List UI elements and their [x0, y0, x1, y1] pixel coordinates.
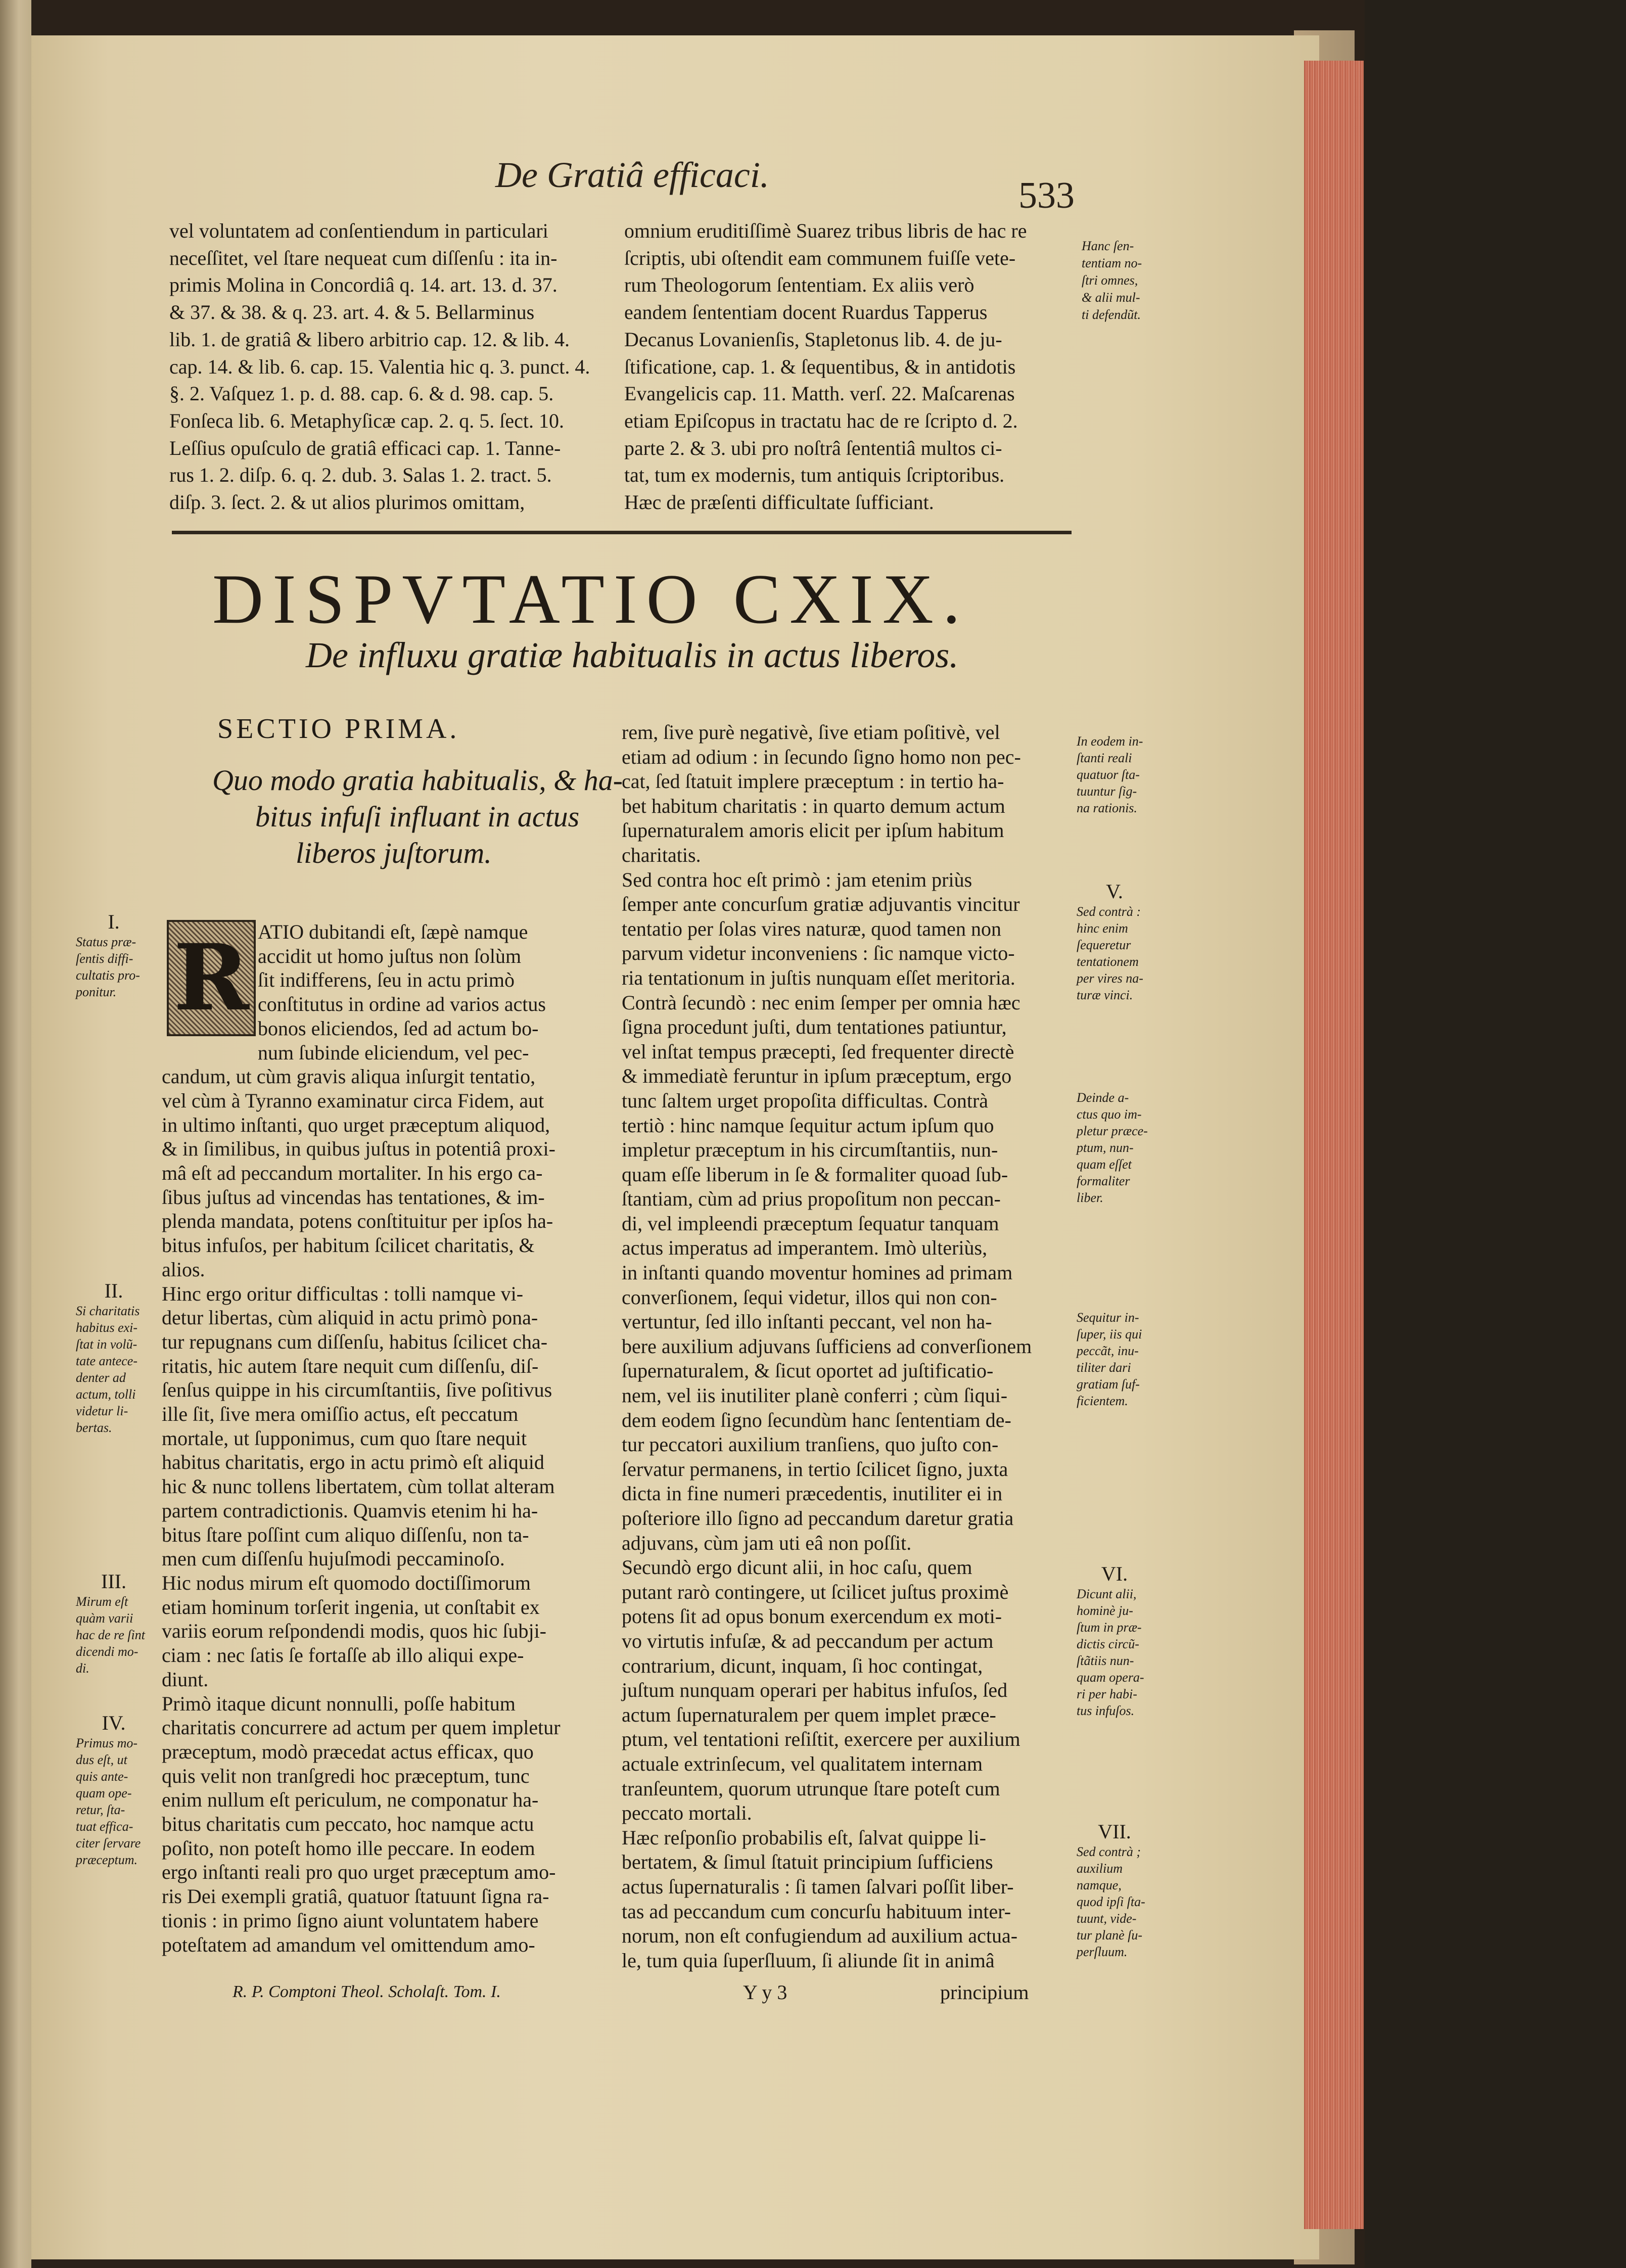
text-line: Contrà ſecundò : nec enim ſemper per omnia hæc [622, 991, 1020, 1014]
margin-note-line: retur, ſta- [76, 1802, 125, 1817]
sectio-heading: SECTIO PRIMA. [217, 713, 460, 745]
text-line: habitus charitatis, ergo in actu primò eſt aliquid [162, 1451, 544, 1474]
text-line: Leſſius opuſculo de gratiâ efficaci cap. 1. Tanne- [169, 436, 561, 459]
margin-note-line: dicendi mo- [76, 1644, 138, 1659]
text-line: parvum videtur inconveniens : ſic namque victo- [622, 942, 1015, 965]
margin-note-line: Deinde a- [1077, 1090, 1129, 1105]
text-line: mortale, ut ſupponimus, cum quo ſtare nequit [162, 1426, 527, 1450]
marginal-note [1077, 1562, 1152, 1719]
margin-note-line: tus infuſos. [1077, 1703, 1135, 1718]
margin-note-line: Mirum eſt [76, 1594, 128, 1609]
text-line: conſtitutus in ordine ad varios actus [258, 993, 546, 1016]
margin-note-line: cultatis pro- [76, 968, 140, 983]
margin-note-line: ſtum in præ- [1077, 1620, 1142, 1635]
text-line: putant rarò contingere, ut ſcilicet juſtus proximè [622, 1580, 1009, 1603]
margin-number: II. [104, 1279, 123, 1302]
text-line: ſervatur permanens, in tertio ſcilicet ſigno, juxta [622, 1457, 1008, 1480]
text-line: bertatem, & ſimul ſtatuit principium ſufficiens [622, 1850, 993, 1874]
text-line: bonos eliciendos, ſed ad actum bo- [258, 1016, 539, 1040]
margin-note-line: videtur li- [76, 1404, 128, 1418]
margin-note-line: Si charitatis [76, 1304, 140, 1318]
text-line: eandem ſententiam docent Ruardus Tapperus [624, 301, 988, 324]
text-line: actuale extrinſecum, vel qualitatem internam [622, 1752, 983, 1775]
text-line: charitatis. [622, 843, 701, 866]
disputatio-title: DISPVTATIO CXIX. [212, 560, 969, 638]
text-line: tentatio per ſolas vires naturæ, quod tamen non [622, 917, 1001, 940]
text-line: lib. 1. de gratiâ & libero arbitrio cap. 12. & lib. 4. [169, 328, 570, 351]
margin-note-line: gratiam ſuf- [1077, 1377, 1140, 1392]
text-line: vel inſtat tempus præcepti, ſed frequenter directè [622, 1040, 1014, 1063]
text-line: Secundò ergo dicunt alii, in hoc caſu, quem [622, 1556, 972, 1579]
margin-number: VI. [1101, 1562, 1128, 1585]
disputatio-subtitle: De influxu gratiæ habitualis in actus liberos. [306, 635, 959, 675]
text-line: Hic nodus mirum eſt quomodo doctiſſimorum [162, 1571, 531, 1594]
text-line: tunc ſaltem urget propoſita difficultas. Contrà [622, 1089, 989, 1112]
margin-note-line: ri per habi- [1077, 1687, 1137, 1701]
margin-note-line: Sed contrà : [1077, 904, 1141, 919]
text-line: bitus ſtare poſſint cum aliquo diſſenſu, non ta- [162, 1523, 529, 1546]
margin-note-line: ti defendũt. [1082, 307, 1141, 322]
margin-note-line: quis ante- [76, 1769, 128, 1784]
top-margin-note [1082, 238, 1142, 323]
marginal-note [76, 1279, 152, 1436]
margin-note-line: ſtat in volũ- [76, 1337, 137, 1352]
margin-note-line: tentationem [1077, 954, 1139, 969]
margin-note-line: habitus exi- [76, 1320, 138, 1335]
margin-number: I. [108, 910, 120, 933]
margin-note-line: ptum, nun- [1077, 1140, 1134, 1155]
text-line: mâ eſt ad peccandum mortaliter. In his ergo ca- [162, 1162, 543, 1185]
decorated-initial [167, 920, 256, 1036]
text-line: ſibus juſtus ad vincendas has tentationes, & im- [162, 1185, 545, 1209]
marginal-note [1077, 1820, 1152, 1960]
margin-note-line: hinc enim [1077, 921, 1128, 936]
margin-note-line: na rationis. [1077, 801, 1137, 815]
text-line: ris Dei exempli gratiâ, quatuor ſtatuunt ſigna ra- [162, 1885, 549, 1908]
margin-note-line: dus eſt, ut [76, 1752, 127, 1767]
text-line: dicta in fine numeri præcedentis, inutiliter ei in [622, 1482, 1003, 1505]
margin-note-line: bertas. [76, 1420, 112, 1435]
text-line: num ſubinde eliciendum, vel pec- [258, 1041, 529, 1064]
margin-note-line: denter ad [76, 1370, 126, 1385]
text-line: Primò itaque dicunt nonnulli, poſſe habitum [162, 1692, 516, 1715]
top-column-right [624, 217, 1027, 516]
text-line: rem, ſive purè negativè, ſive etiam poſitivè, vel [622, 721, 1000, 744]
margin-note-line: quam opera- [1077, 1670, 1144, 1685]
margin-note-line: ſtãtiis nun- [1077, 1653, 1134, 1668]
text-line: & 37. & 38. & q. 23. art. 4. & 5. Bellarminus [169, 301, 535, 324]
text-line: tertiò : hinc namque ſequitur actum ipſum quo [622, 1114, 994, 1137]
text-line: in ultimo inſtanti, quo urget præceptum aliquod, [162, 1113, 550, 1136]
text-line: Hinc ergo oritur difficultas : tolli namque vi- [162, 1282, 524, 1305]
text-line: ſemper ante concurſum gratiæ adjuvantis vincitur [622, 893, 1020, 916]
text-line: etiam hominum torſerit ingenia, ut conſtabit ex [162, 1595, 540, 1618]
marginal-note [1077, 733, 1143, 816]
margin-note-line: & alii mul- [1082, 290, 1140, 305]
margin-note-line: In eodem in- [1077, 734, 1143, 749]
text-line: bitus charitatis cum peccato, hoc namque actu [162, 1813, 534, 1836]
top-column-left [169, 217, 590, 516]
margin-note-line: Dicunt alii, [1077, 1587, 1137, 1601]
body-column-right [622, 720, 1077, 1973]
text-line: omnium eruditiſſimè Suarez tribus libris de hac re [624, 219, 1027, 242]
text-line: plenda mandata, potens conſtituitur per ipſos ha- [162, 1210, 553, 1233]
left-page-edge [0, 0, 31, 2268]
margin-note-line: quàm varii [76, 1611, 133, 1626]
margin-note-line: præceptum. [76, 1853, 138, 1867]
text-line: vel voluntatem ad conſentiendum in particulari [169, 219, 548, 242]
text-line: ria tentationum in juſtis nunquam eſſet meritoria. [622, 966, 1015, 989]
text-line: parte 2. & 3. ubi pro noſtrâ ſententiâ multos ci- [624, 436, 1002, 459]
margin-note-line: ſtri omnes, [1082, 273, 1138, 288]
catchword: principium [940, 1981, 1029, 2004]
margin-note-line: Sequitur in- [1077, 1310, 1139, 1325]
text-line: tat, tum ex modernis, tum antiquis ſcriptoribus. [624, 464, 1005, 487]
margin-note-line: dictis circũ- [1077, 1637, 1139, 1651]
text-line: Fonſeca lib. 6. Metaphyſicæ cap. 2. q. 5. ſect. 10. [169, 409, 564, 432]
text-line: Evangelicis cap. 11. Matth. verſ. 22. Maſcarenas [624, 382, 1015, 405]
text-line: ſupernaturalem, & ſicut oportet ad juſtificatio- [622, 1359, 994, 1382]
text-line: bere auxilium adjuvans ſufficiens ad converſionem [622, 1334, 1032, 1358]
margin-note-line: actum, tolli [76, 1387, 136, 1402]
marginal-note [76, 910, 152, 1000]
text-line: men cum diſſenſu hujuſmodi peccaminoſo. [162, 1547, 505, 1570]
text-line: contrarium, dicunt, inquam, ſi hoc contingat, [622, 1654, 983, 1677]
margin-note-line: per vires na- [1077, 971, 1143, 986]
margin-note-line: formaliter [1077, 1174, 1130, 1188]
text-line: Hæc reſponſio probabilis eſt, ſalvat quippe li- [622, 1826, 986, 1849]
margin-note-line: turæ vinci. [1077, 988, 1133, 1002]
margin-note-line: ctus quo im- [1077, 1107, 1142, 1122]
text-line: diſp. 3. ſect. 2. & ut alios plurimos omittam, [169, 491, 525, 514]
margin-note-line: ſequeretur [1077, 938, 1131, 952]
margin-number: IV. [102, 1711, 126, 1734]
text-line: adjuvans, cùm jam uti eâ non poſſit. [622, 1531, 912, 1554]
marginal-note [1077, 880, 1152, 1003]
page-number: 533 [1018, 175, 1075, 216]
margin-note-line: ponitur. [76, 985, 117, 999]
text-line: enim nullum eſt periculum, ne componatur ha- [162, 1788, 539, 1812]
text-line: ille ſit, ſive mera omiſſio actus, eſt peccatum [162, 1403, 519, 1426]
text-line: Hæc de præſenti difficultate ſufficiant. [624, 491, 934, 514]
text-line: partem contradictionis. Quamvis etenim hi ha- [162, 1499, 538, 1522]
text-line: & in ſimilibus, in quibus juſtus in potentiâ proxi- [162, 1137, 555, 1161]
margin-note-line: quatuor ſta- [1077, 767, 1140, 782]
text-line: converſionem, ſequi videtur, illos qui non con- [622, 1285, 997, 1309]
text-line: dem eodem ſigno ſecundùm hanc ſententiam de- [622, 1408, 1011, 1431]
text-line: le, tum quia ſuperſluum, ſi aliunde ſit in animâ [622, 1949, 995, 1972]
margin-note-line: ſentis diffi- [76, 951, 133, 966]
margin-note-line: quod ipſi ſta- [1077, 1894, 1145, 1909]
text-line: rus 1. 2. diſp. 6. q. 2. dub. 3. Salas 1. 2. tract. 5. [169, 464, 552, 487]
margin-note-line: hominè ju- [1077, 1603, 1133, 1618]
text-line: tionis : in primo ſigno aiunt voluntatem habere [162, 1909, 539, 1932]
text-line: accidit ut homo juſtus non ſolùm [258, 944, 522, 967]
text-line: poſteriore illo ſigno ad peccandum daretur gratia [622, 1507, 1014, 1530]
text-line: tur repugnans cum diſſenſu, habitus ſcilicet cha- [162, 1330, 548, 1353]
body-column-left [162, 920, 586, 1957]
section-rule [172, 531, 1072, 534]
text-line: candum, ut cùm gravis aliqua inſurgit tentatio, [162, 1065, 536, 1088]
margin-note-line: peccãt, inu- [1077, 1344, 1139, 1358]
text-line: ſit indifferens, ſeu in actu primò [258, 968, 515, 992]
sectio-question-line: bitus infuſi influant in actus [255, 800, 580, 833]
text-line: di, vel impleendi præceptum ſequatur tanquam [622, 1212, 999, 1235]
signature-line: R. P. Comptoni Theol. Scholaſt. Tom. I. [233, 1982, 501, 2001]
text-line: quam eſſe liberum in ſe & formaliter quoad ſub- [622, 1163, 1008, 1186]
margin-note-line: citer ſervare [76, 1836, 141, 1850]
sectio-question-line: Quo modo gratia habitualis, & ha- [212, 764, 623, 797]
text-line: etiam ad odium : in ſecundo ſigno homo non pec- [622, 745, 1021, 768]
margin-note-line: di. [76, 1661, 89, 1676]
margin-note-line: Primus mo- [76, 1736, 138, 1750]
text-line: §. 2. Vaſquez 1. p. d. 88. cap. 6. & d. 98. cap. 5. [169, 382, 554, 405]
text-line: poteſtatem ad amandum vel omittendum amo- [162, 1933, 535, 1956]
text-line: nem, vel iis inutiliter planè conferri ; cùm ſiqui- [622, 1384, 1008, 1407]
text-line: tranſeuntem, quorum utrunque ſtare poteſt cum [622, 1777, 1000, 1800]
margin-note-line: quam ope- [76, 1786, 132, 1800]
text-line: poſito, non poteſt homo ille peccare. In eodem [162, 1836, 535, 1860]
text-line: bet habitum charitatis : in quarto demum actum [622, 794, 1005, 817]
text-line: ſenſus quippe in his circumſtantiis, ſive poſitivus [162, 1378, 552, 1402]
text-line: vel cùm à Tyranno examinatur circa Fidem, aut [162, 1089, 544, 1112]
marginal-note [76, 1711, 152, 1868]
margin-note-line: ſuper, iis qui [1077, 1327, 1142, 1341]
text-line: & immediatè feruntur in ipſum præceptum, ergo [622, 1064, 1012, 1088]
marginal-note [1077, 1309, 1142, 1409]
margin-note-line: hac de re ſint [76, 1628, 145, 1642]
text-line: tas ad peccandum cum concurſu habituum inter- [622, 1900, 1011, 1923]
background-right [1365, 0, 1626, 2268]
text-line: tur peccatori auxilium tranſiens, quo juſto con- [622, 1433, 999, 1456]
marginal-note [1077, 1089, 1148, 1206]
text-line: peccato mortali. [622, 1801, 752, 1825]
text-line: Sed contra hoc eſt primò : jam etenim priùs [622, 868, 972, 891]
margin-note-line: namque, [1077, 1878, 1122, 1892]
text-line: ſupernaturalem amoris elicit per ipſum habitum [622, 819, 1004, 842]
text-line: ergo inſtanti reali pro quo urget præceptum amo- [162, 1861, 556, 1884]
sectio-question-line: liberos juſtorum. [296, 837, 492, 869]
margin-note-line: tur planè ſu- [1077, 1928, 1142, 1942]
text-line: charitatis concurrere ad actum per quem impletur [162, 1716, 561, 1739]
margin-note-line: Sed contrà ; [1077, 1844, 1141, 1859]
text-line: cat, ſed ſtatuit implere præceptum : in tertio ha- [622, 770, 1004, 793]
margin-note-line: ſtanti reali [1077, 751, 1132, 765]
text-line: actus imperatus ad imperantem. Imò ulteriùs, [622, 1236, 988, 1260]
margin-note-line: Status præ- [76, 935, 136, 949]
text-line: norum, non eſt confugiendum ad auxilium actua- [622, 1924, 1018, 1948]
text-line: etiam Epiſcopus in tractatu hac de re ſcripto d. 2. [624, 409, 1018, 432]
margin-note-line: tentiam no- [1082, 256, 1142, 270]
text-line: impletur præceptum in his circumſtantiis, nun- [622, 1138, 998, 1162]
margin-note-line: quam eſſet [1077, 1157, 1132, 1172]
text-line: primis Molina in Concordiâ q. 14. art. 13. d. 37. [169, 273, 558, 297]
text-line: ſtantiam, cùm ad prius propoſitum non peccan- [622, 1187, 1001, 1211]
text-line: ritatis, hic autem ſtare nequit cum diſſenſu, diſ- [162, 1354, 539, 1377]
text-line: alios. [162, 1258, 205, 1281]
text-line: hic & nunc tollens libertatem, cùm tollat alteram [162, 1475, 555, 1498]
gathering-signature: Y y 3 [743, 1981, 787, 2004]
text-line: rum Theologorum ſententiam. Ex aliis verò [624, 273, 974, 297]
text-line: ptum, vel tentationi reſiſtit, exercere per auxilium [622, 1728, 1020, 1751]
margin-number: VII. [1098, 1820, 1131, 1843]
margin-note-line: Hanc ſen- [1082, 239, 1134, 253]
margin-number: III. [101, 1570, 126, 1593]
margin-note-line: auxilium [1077, 1861, 1123, 1876]
text-line: ATIO dubitandi eſt, ſæpè namque [258, 920, 528, 943]
text-line: actum ſupernaturalem per quem implet præce- [622, 1703, 996, 1726]
margin-note-line: tuat effica- [76, 1819, 133, 1834]
initial-letter: R [173, 924, 249, 1031]
margin-note-line: tuunt, vide- [1077, 1911, 1137, 1926]
text-line: actus ſupernaturalis : ſi tamen ſalvari poſſit liber- [622, 1875, 1014, 1898]
margin-note-line: tate antece- [76, 1354, 137, 1368]
text-line: præceptum, modò præcedat actus efficax, quo [162, 1740, 534, 1763]
text-line: neceſſitet, vel ſtare nequeat cum diſſenſu : ita in- [169, 246, 558, 269]
text-line: ſcriptis, ubi oſtendit eam communem fuiſſe vete- [624, 246, 1016, 269]
margin-note-line: liber. [1077, 1190, 1103, 1205]
text-line: in inſtanti quando moventur homines ad primam [622, 1261, 1013, 1284]
margin-note-line: ficientem. [1077, 1394, 1128, 1408]
margin-note-line: tuuntur ſig- [1077, 784, 1137, 799]
text-line: ſtificatione, cap. 1. & ſequentibus, & in antidotis [624, 355, 1016, 378]
text-line: cap. 14. & lib. 6. cap. 15. Valentia hic q. 3. punct. 4. [169, 355, 590, 378]
text-line: potens ſit ad opus bonum exercendum ex moti- [622, 1605, 1002, 1628]
text-line: variis eorum reſpondendi modis, quos hic ſubji- [162, 1619, 546, 1643]
margin-note-line: pletur præce- [1077, 1124, 1148, 1138]
text-line: ſigna procedunt juſti, dum tentationes patiuntur, [622, 1015, 1007, 1039]
text-line: Decanus Lovanienſis, Stapletonus lib. 4. de ju- [624, 328, 1002, 351]
text-line: diunt. [162, 1668, 209, 1691]
text-line: juſtum nunquam operari per habitus infuſos, ſed [622, 1679, 1008, 1702]
text-line: vertuntur, ſed illo inſtanti peccant, vel non ha- [622, 1310, 992, 1333]
margin-note-line: perſluum. [1077, 1945, 1128, 1959]
red-fore-edge [1304, 61, 1364, 2229]
margin-number: V. [1106, 880, 1123, 903]
text-line: bitus infuſos, per habitum ſcilicet charitatis, & [162, 1234, 535, 1257]
text-line: detur libertas, cùm aliquid in actu primò pona- [162, 1306, 538, 1329]
running-head: De Gratiâ efficaci. [495, 155, 769, 195]
text-line: vo virtutis infuſæ, & ad peccandum per actum [622, 1629, 994, 1652]
text-line: ciam : nec ſatis ſe fortaſſe ab illo aliqui expe- [162, 1644, 524, 1667]
marginal-note [76, 1569, 152, 1677]
text-line: quis velit non tranſgredi hoc præceptum, tunc [162, 1764, 530, 1787]
margin-note-line: tiliter dari [1077, 1360, 1131, 1375]
